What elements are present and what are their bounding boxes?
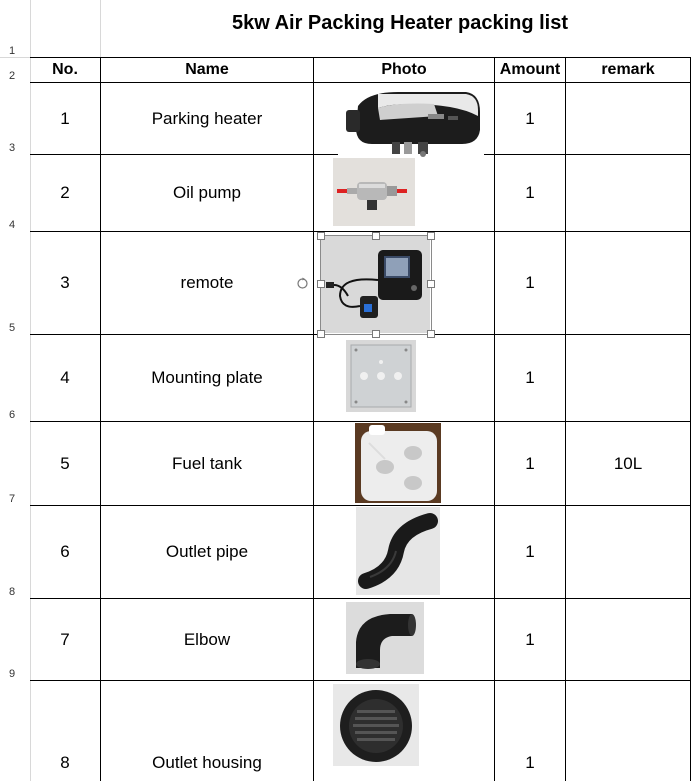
cell-amount[interactable]: 1 — [525, 108, 535, 128]
header-no[interactable]: No. — [52, 61, 78, 78]
cell-remark[interactable] — [566, 750, 690, 776]
row-header[interactable]: 1 — [9, 45, 16, 57]
resize-handle[interactable] — [372, 232, 380, 240]
outlet-pipe-photo[interactable] — [356, 507, 440, 595]
row-header[interactable]: 4 — [9, 219, 16, 231]
cell-amount[interactable]: 1 — [525, 183, 535, 202]
cell-name[interactable]: Oil pump — [172, 183, 242, 202]
outlet-housing-photo[interactable] — [333, 684, 419, 766]
cell-amount[interactable]: 1 — [525, 629, 535, 649]
header-photo[interactable]: Photo — [381, 61, 427, 78]
cell-amount[interactable]: 1 — [525, 368, 535, 387]
cell-no[interactable]: 2 — [60, 183, 70, 202]
parking-heater-photo[interactable] — [338, 86, 484, 158]
table-border — [313, 57, 314, 781]
mounting-plate-photo[interactable] — [346, 340, 416, 412]
cell-no[interactable]: 5 — [60, 453, 70, 473]
cell-name[interactable]: remote — [180, 273, 234, 292]
header-amount[interactable]: Amount — [499, 61, 561, 78]
cell-amount[interactable]: 1 — [525, 453, 535, 473]
sheet-title: 5kw Air Packing Heater packing list — [231, 12, 569, 34]
cell-name[interactable]: Fuel tank — [172, 453, 242, 473]
resize-handle[interactable] — [317, 330, 325, 338]
elbow-photo[interactable] — [346, 602, 424, 674]
cell-no[interactable]: 4 — [60, 368, 70, 387]
cell-name[interactable]: Elbow — [183, 629, 231, 649]
fuel-tank-photo[interactable] — [355, 423, 441, 503]
header-remark[interactable]: remark — [601, 61, 655, 78]
oil-pump-photo[interactable] — [333, 158, 415, 226]
cell-amount[interactable]: 1 — [525, 273, 535, 292]
cell-remark[interactable] — [566, 599, 690, 680]
cell-remark[interactable] — [566, 335, 690, 421]
rotate-handle-icon[interactable] — [296, 277, 309, 290]
cell-no[interactable]: 7 — [60, 629, 70, 649]
resize-handle[interactable] — [372, 330, 380, 338]
cell-name[interactable]: Outlet pipe — [165, 542, 249, 561]
cell-name[interactable]: Outlet housing — [152, 753, 262, 772]
cell-amount[interactable]: 1 — [525, 753, 535, 772]
cell-no[interactable]: 6 — [60, 542, 70, 561]
table-border — [30, 680, 691, 681]
row-header[interactable]: 3 — [9, 142, 16, 154]
cell-no[interactable]: 3 — [60, 273, 70, 292]
row-header[interactable]: 2 — [9, 70, 16, 82]
resize-handle[interactable] — [427, 280, 435, 288]
resize-handle[interactable] — [317, 232, 325, 240]
resize-handle[interactable] — [427, 330, 435, 338]
cell-remark[interactable] — [566, 232, 690, 334]
cell-name[interactable]: Mounting plate — [151, 368, 263, 387]
resize-handle[interactable] — [427, 232, 435, 240]
cell-remark[interactable] — [566, 155, 690, 231]
row-header[interactable]: 8 — [9, 586, 16, 598]
header-name[interactable]: Name — [185, 61, 229, 78]
resize-handle[interactable] — [317, 280, 325, 288]
cell-remark[interactable] — [566, 506, 690, 598]
row-header[interactable]: 5 — [9, 322, 16, 334]
row-header[interactable]: 9 — [9, 668, 16, 680]
cell-remark[interactable]: 10L — [613, 453, 643, 473]
cell-amount[interactable]: 1 — [525, 542, 535, 561]
row-header[interactable]: 7 — [9, 493, 16, 505]
cell-remark[interactable] — [566, 83, 690, 154]
row-header[interactable]: 6 — [9, 409, 16, 421]
cell-no[interactable]: 8 — [60, 753, 70, 772]
cell-name[interactable]: Parking heater — [151, 108, 263, 128]
cell-no[interactable]: 1 — [60, 108, 70, 128]
picture-selection-frame[interactable] — [320, 235, 432, 335]
